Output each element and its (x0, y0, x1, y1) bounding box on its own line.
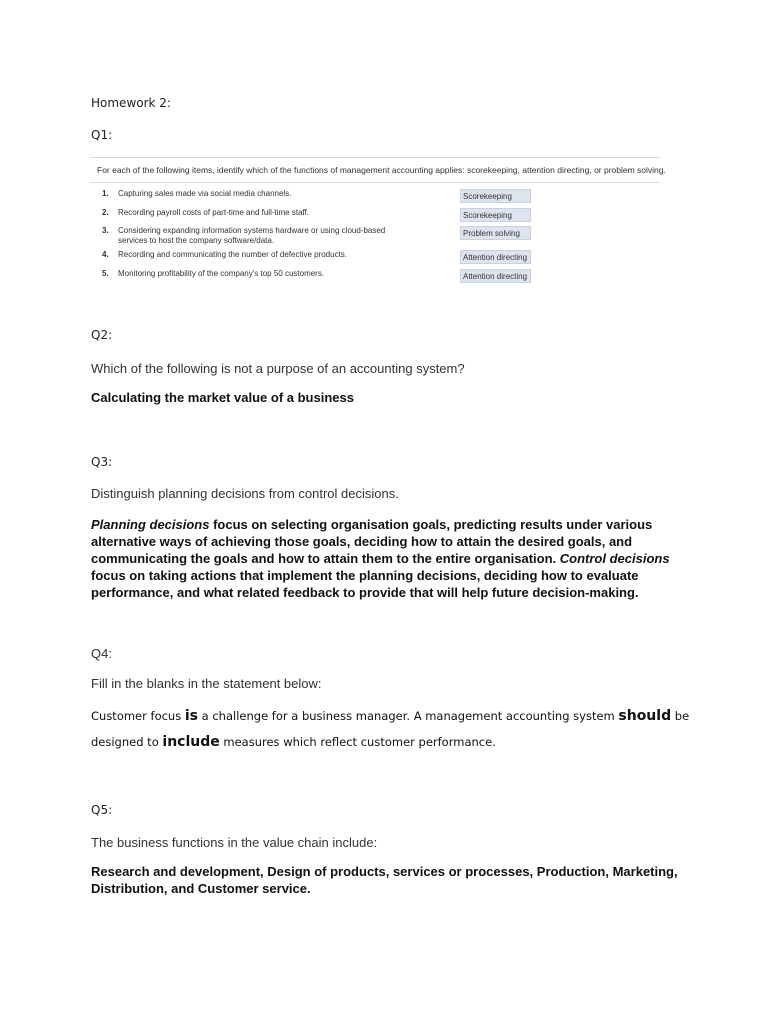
q5-heading: Q5: (91, 803, 113, 817)
q1-instruction: For each of the following items, identify which of the functions of management accounting applies: scorekeeping, attention directing, or problem solving. (97, 165, 666, 175)
q1-item (102, 269, 442, 279)
table-header-rule (90, 182, 660, 183)
q1-item-text: Considering expanding information systems hardware or using cloud-based services to host the company software/data. (118, 226, 386, 245)
q1-item-number: 2. (102, 208, 109, 217)
q1-item-number: 5. (102, 269, 109, 278)
q1-item-number: 4. (102, 250, 109, 259)
q3-answer (91, 516, 681, 601)
q1-item-text: Recording and communicating the number of defective products. (118, 250, 348, 259)
q2-answer: Calculating the market value of a business (91, 390, 354, 405)
q1-item-text: Monitoring profitability of the company's top 50 customers. (118, 269, 325, 278)
q1-item-answer: Attention directing (460, 250, 531, 264)
q4-text: Customer focus (91, 709, 185, 723)
q3-answer-part1: focus on selecting organisation goals, predicting results under various alternative ways of achieving those goals, deciding how to attain the desired goals, and communicating the goals and how to attain them to the entire organisation. (91, 517, 653, 566)
q1-item (102, 226, 442, 246)
q1-table (90, 157, 666, 287)
q1-item-answer: Attention directing (460, 269, 531, 283)
q1-item-answer: Problem solving (460, 226, 531, 240)
q1-item-number: 3. (102, 226, 109, 235)
q1-item-text: Recording payroll costs of part-time and full-time staff. (118, 208, 310, 217)
q4-answer (91, 703, 691, 755)
q4-blank-answer: should (618, 708, 672, 724)
q4-blank-answer: is (184, 708, 198, 724)
q5-answer: Research and development, Design of products, services or processes, Production, Marketing, Distribution, and Customer service. (91, 864, 678, 896)
q1-item-text: Capturing sales made via social media channels. (118, 189, 292, 198)
q4-question: Fill in the blanks in the statement below: (91, 676, 322, 691)
q1-item-answer: Scorekeeping (460, 189, 531, 203)
q4-text: be designed to (91, 709, 690, 749)
q1-heading: Q1: (91, 128, 113, 142)
q1-item-answer: Scorekeeping (460, 208, 531, 222)
page-title: Homework 2: (91, 96, 171, 110)
q5-question: The business functions in the value chain include: (91, 835, 378, 850)
q4-text: measures which reflect customer performance. (219, 735, 496, 749)
q3-heading: Q3: (91, 455, 113, 469)
q2-question: Which of the following is not a purpose of an accounting system? (91, 361, 465, 376)
q3-answer-part2: focus on taking actions that implement the planning decisions, deciding how to evaluate performance, and what related feedback to provide that will help future decision-making. (91, 568, 639, 600)
q2-heading: Q2: (91, 328, 113, 342)
planning-decisions-term: Planning decisions (91, 517, 210, 532)
table-top-rule (90, 157, 660, 158)
q3-question: Distinguish planning decisions from control decisions. (91, 486, 399, 501)
q4-heading: Q4: (91, 646, 112, 661)
q1-item (102, 189, 442, 199)
q4-text: a challenge for a business manager. A management accounting system (198, 709, 619, 723)
q1-item (102, 208, 442, 218)
control-decisions-term: Control decisions (559, 551, 670, 566)
q4-blank-answer: include (162, 734, 220, 750)
q1-item-number: 1. (102, 189, 109, 198)
q1-item (102, 250, 442, 260)
